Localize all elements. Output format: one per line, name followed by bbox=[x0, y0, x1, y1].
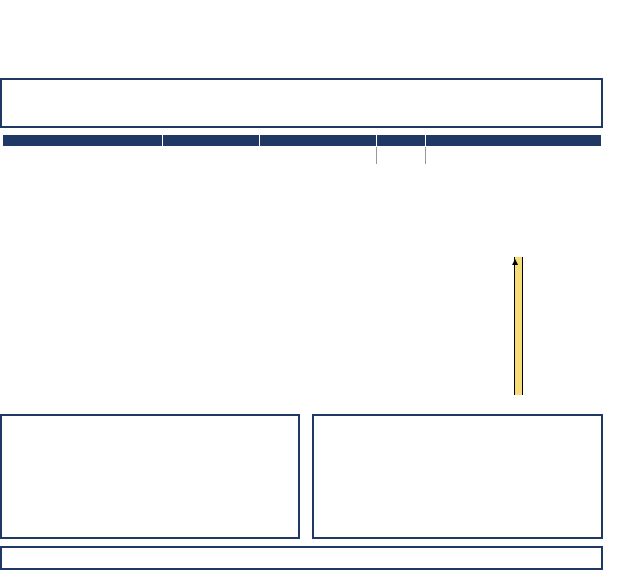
table-header-row bbox=[3, 135, 602, 147]
predicted-performance-box bbox=[0, 414, 300, 539]
supplementation-box bbox=[312, 414, 603, 539]
cut-info-box bbox=[0, 546, 603, 570]
header-units bbox=[163, 135, 260, 147]
header-desirable bbox=[260, 135, 377, 147]
header-status bbox=[426, 135, 602, 147]
ideal-range-marker bbox=[514, 257, 523, 395]
header-item bbox=[3, 135, 163, 147]
header-results bbox=[377, 135, 426, 147]
sample-info-box bbox=[0, 78, 603, 128]
results-table bbox=[2, 134, 602, 164]
arrow-up-icon: ▲ bbox=[512, 257, 519, 266]
